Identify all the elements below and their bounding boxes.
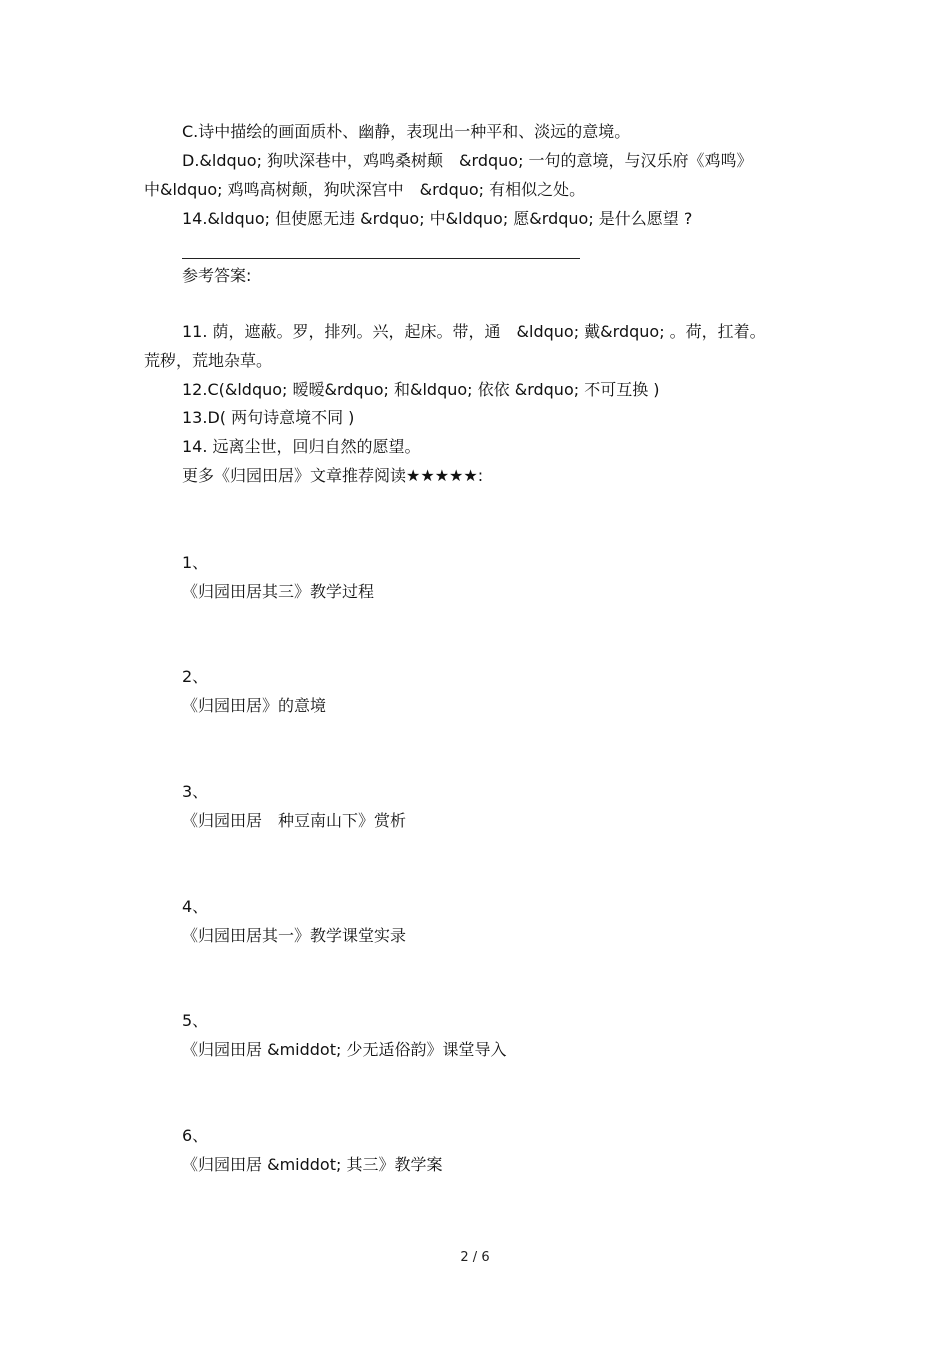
option-c: C.诗中描绘的画面质朴、幽静，表现出一种平和、淡远的意境。: [182, 122, 631, 141]
list-item-number: 3、: [182, 782, 209, 801]
list-item-number: 1、: [182, 553, 209, 572]
list-item-number: 6、: [182, 1126, 209, 1145]
answer-13: 13.D( 两句诗意境不同 ): [182, 408, 355, 427]
recommend-heading: 更多《归园田居》文章推荐阅读★★★★★:: [182, 466, 484, 485]
recommend-link-5[interactable]: 《归园田居 &middot; 少无适俗韵》课堂导入: [182, 1040, 507, 1059]
answer-11-line2: 荒秽，荒地杂草。: [144, 351, 273, 370]
option-d-line1: D.&ldquo; 狗吠深巷中，鸡鸣桑树颠 &rdquo; 一句的意境，与汉乐府《鸡鸣》: [182, 151, 753, 170]
recommend-link-2[interactable]: 《归园田居》的意境: [182, 696, 327, 715]
recommend-link-6[interactable]: 《归园田居 &middot; 其三》教学案: [182, 1155, 443, 1174]
list-item-number: 5、: [182, 1011, 209, 1030]
answer-blank-line: [182, 258, 580, 259]
list-item-number: 2、: [182, 667, 209, 686]
list-item-number: 4、: [182, 897, 209, 916]
question-14: 14.&ldquo; 但使愿无违 &rdquo; 中&ldquo; 愿&rdquo; 是什么愿望 ?: [182, 209, 693, 228]
recommend-link-1[interactable]: 《归园田居其三》教学过程: [182, 582, 375, 601]
answers-heading: 参考答案:: [182, 266, 252, 285]
answer-12: 12.C(&ldquo; 暧暧&rdquo; 和&ldquo; 依依 &rdquo; 不可互换 ): [182, 380, 660, 399]
recommend-link-4[interactable]: 《归园田居其一》教学课堂实录: [182, 926, 407, 945]
option-d-line2: 中&ldquo; 鸡鸣高树颠，狗吠深宫中 &rdquo; 有相似之处。: [144, 180, 586, 199]
answer-11-line1: 11. 荫，遮蔽。罗，排列。兴，起床。带，通 &ldquo; 戴&rdquo; 。荷，扛着。: [182, 322, 766, 341]
answer-14: 14. 远离尘世，回归自然的愿望。: [182, 437, 421, 456]
page-number: 2 / 6: [460, 1250, 490, 1265]
recommend-link-3[interactable]: 《归园田居 种豆南山下》赏析: [182, 811, 407, 830]
